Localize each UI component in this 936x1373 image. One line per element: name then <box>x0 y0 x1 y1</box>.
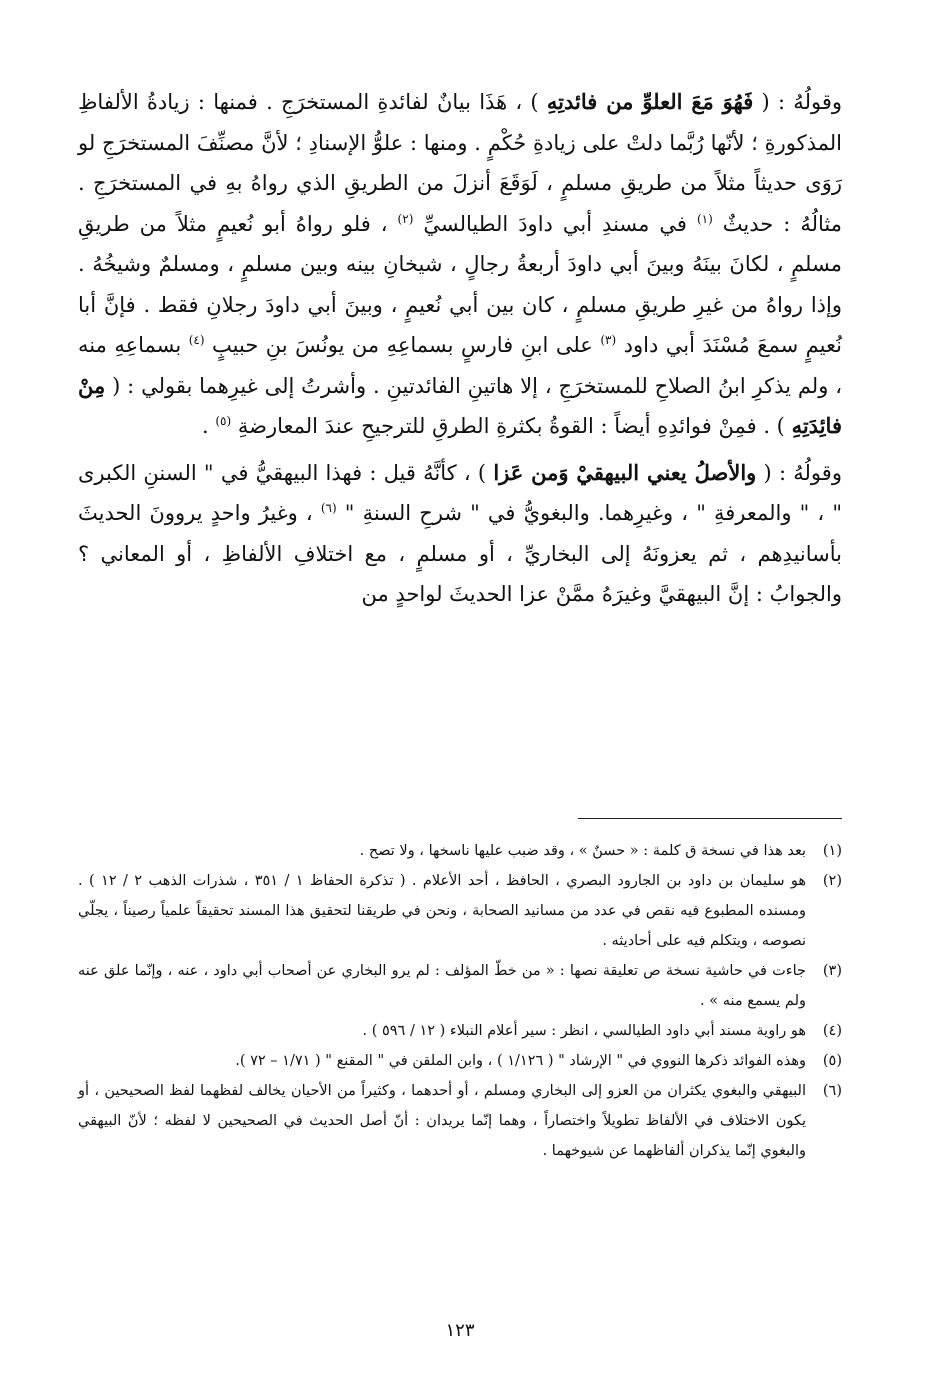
footnote-text: هو راوية مسند أبي داود الطيالسي ، انظر : سير أعلام النبلاء ( ١٢ / ٥٩٦ ) . <box>362 1023 806 1039</box>
footnote-3 <box>78 956 842 1016</box>
footnote-divider <box>578 818 842 819</box>
footnote-ref-6[interactable]: (٦) <box>320 501 337 515</box>
footnote-number: (١) <box>822 843 842 859</box>
main-text <box>78 82 842 615</box>
footnote-text: جاءت في حاشية نسخة ص تعليقة نصها : « من خطّ المؤلف : لم يرو البخاري عن أصحاب أبي داود ، عنه ، وإنّما علق عنه ولم يسمع منه » . <box>78 963 806 1009</box>
footnote-number: (٣) <box>822 963 842 979</box>
quoted-phrase: والأصلُ يعني البيهقيْ وَمن عَزا <box>493 459 757 485</box>
text-span: ) ، كأنَّهُ قيل : فهذا البيهقيُّ في " السننِ الكبرى " ، " والمعرفةِ " ، وغيرِهما. والبغويُّ في " شرحِ السنةِ " <box>78 460 842 525</box>
text-span: ، وغيرُ واحدٍ يروونَ الحديثَ بأسانيدِهم ، ثم يعزونَهُ إلى البخاريِّ ، أو مسلمٍ ، مع اختلافِ الألفاظِ ، أو المعاني ؟ والجوابُ : إنَّ البيهقيَّ وغيرَهُ ممَّنْ عزا الحديثَ لواحدٍ من <box>78 501 842 606</box>
footnote-ref-1[interactable]: (١) <box>696 211 713 226</box>
footnote-number: (٦) <box>822 1083 842 1099</box>
text-span: على ابنِ فارسٍ بسماعِهِ من يونُسَ بنِ حبيبٍ <box>212 333 593 357</box>
paragraph-1 <box>78 82 842 447</box>
footnote-4 <box>78 1016 842 1046</box>
footnote-2 <box>78 866 842 956</box>
footnote-ref-4[interactable]: (٤) <box>188 333 205 347</box>
footnote-1 <box>78 836 842 866</box>
footnote-number: (٥) <box>822 1053 842 1069</box>
footnote-5 <box>78 1046 842 1076</box>
text-span: بسماعِهِ منه ، ولم يذكرِ ابنُ الصلاحِ للمستخرَجِ ، إلا هاتينِ الفائدتينِ . وأشرتُ إلى غيرِهما بقولي : ( <box>78 333 842 398</box>
footnote-number: (٢) <box>822 873 842 889</box>
quoted-phrase: مِنْ فائِدَتِهِ <box>78 372 842 438</box>
footnotes <box>78 836 842 1166</box>
book-page <box>78 82 842 1341</box>
page-number: ١٢٣ <box>445 1320 475 1341</box>
text-span: ) ، هَذَا بيانٌ لفائدةِ المستخرَجِ . فمنها : زيادةُ الألفاظِ المذكورةِ ؛ لأنّها رُبَّما دلتْ على زيادةِ حُكْمٍ . ومنها : علوُّ الإسنادِ ؛ لأنَّ مصنِّفَ المستخرَجِ لو رَوَى حديثاً مثلاً من طريقِ مسلمٍ ، لَوَقَعَ أنزلَ من الطريقِ الذي رواهُ بهِ في المستخرَجِ . مثالُهُ : حديثٌ <box>78 90 842 236</box>
footnote-text: البيهقي والبغوي يكثران من العزو إلى البخاري ومسلم ، أو أحدهما ، وكثيراً من الأحيان يخالف لفظهما لفظ الصحيحين ، أو يكون الاختلاف في الألفاظ تطويلاً واختصاراً ، وهما إنّما يريدان : أنّ أصل الحديث في الصحيحين لا لفظه ؛ لأنّ البيهقي والبغوي إنّما يذكران ألفاظهما عن شيوخهما . <box>78 1083 806 1159</box>
text-span: . <box>201 414 209 438</box>
text-span: في مسندِ أبي داودَ الطيالسيِّ <box>423 211 687 236</box>
paragraph-2 <box>78 453 842 615</box>
text-span: ) . فمِنْ فوائدِهِ أيضاً : القوةُ بكثرةِ الطرقِ للترجيحِ عندَ المعارضةِ <box>237 414 785 438</box>
footnote-ref-5[interactable]: (٥) <box>215 414 232 428</box>
footnote-text: وهذه الفوائد ذكرها النووي في " الإرشاد " ( ١/١٢٦ ) ، وابن الملقن في " المقنع " ( ١/٧١ – ٧٢ ). <box>235 1053 806 1069</box>
text-span: ، فلو رواهُ أبو نُعيمٍ مثلاً من طريقِ مسلمٍ ، لكانَ بينَهُ وبينَ أبي داودَ أربعةُ رجالٍ ، شيخانِ بينه وبين مسلمٍ ، ومسلمٌ وشيخُهُ . وإذا رواهُ من غيرِ طريقِ مسلمٍ ، كان بين أبي نُعيمٍ ، وبينَ أبي داودَ رجلانِ فقط . فإنَّ أبا نُعيمٍ سمعَ مُسْنَدَ أبي داود <box>78 211 842 357</box>
footnote-number: (٤) <box>822 1023 842 1039</box>
text-span: وقولُهُ : ( <box>763 460 842 485</box>
footnote-text: بعد هذا في نسخة ق كلمة : « حسنٌ » ، وقد ضبب عليها ناسخها ، ولا تصح . <box>359 843 806 859</box>
footnote-ref-2[interactable]: (٢) <box>397 211 414 226</box>
quoted-phrase: فَهُوَ مَعَ العلوِّ من فائدتِهِ <box>546 89 754 114</box>
footnote-text: هو سليمان بن داود بن الجارود البصري ، الحافظ ، أحد الأعلام . ( تذكرة الحفاظ ١ / ٣٥١ ، شذرات الذهب ٢ / ١٢ ) . ومسنده المطبوع فيه نقص في عدد من مسانيد الصحابة ، ونحن في طريقنا لتحقيق هذا المسند تحقيقاً علمياً رصيناً ، يجلّي نصوصه ، ويتكلم فيه على أحاديثه . <box>78 873 807 949</box>
text-span: وقولُهُ : ( <box>761 90 842 114</box>
footnote-ref-3[interactable]: (٣) <box>600 333 617 347</box>
footnote-6 <box>78 1076 842 1166</box>
